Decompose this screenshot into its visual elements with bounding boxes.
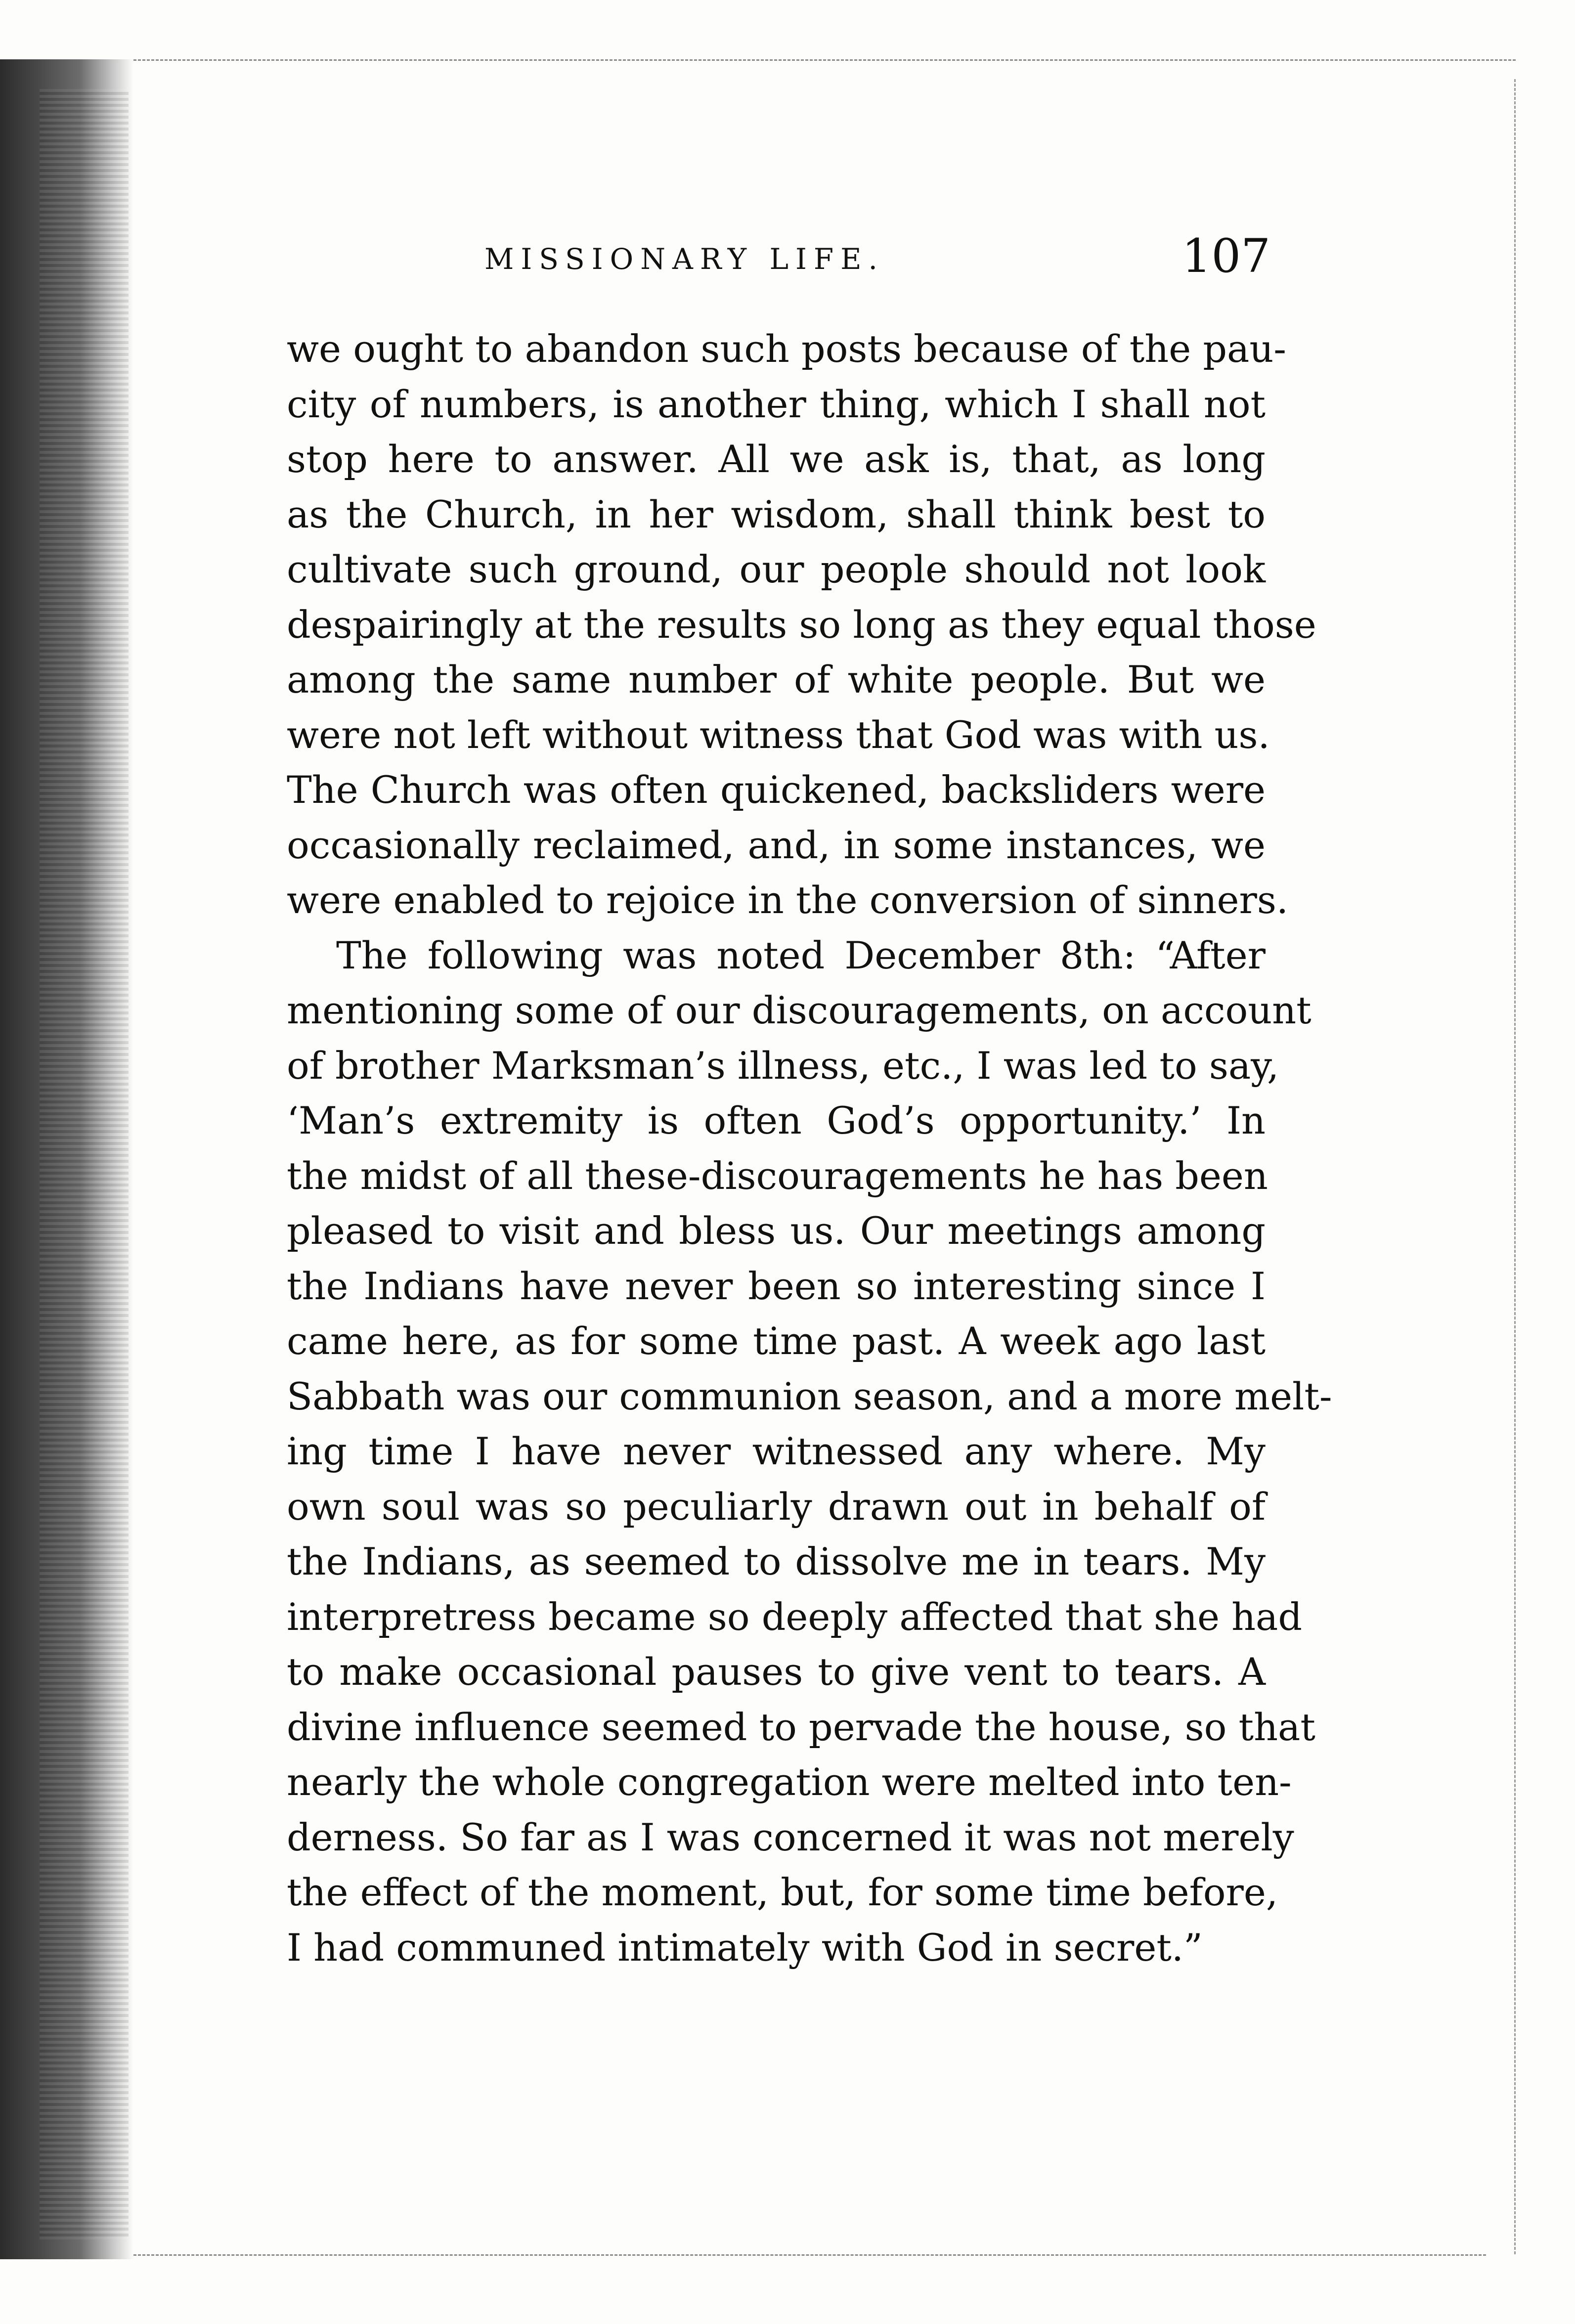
text-line: to make occasional pauses to give vent to tears. A bbox=[287, 1650, 1266, 1694]
text-line: own soul was so peculiarly drawn out in behalf of bbox=[287, 1484, 1266, 1529]
text-line: city of numbers, is another thing, which I shall not bbox=[287, 382, 1266, 426]
bottom-page-edge bbox=[133, 2254, 1486, 2256]
text-line: came here, as for some time past. A week ago last bbox=[287, 1319, 1266, 1363]
text-line: despairingly at the results so long as they equal those bbox=[287, 602, 1316, 647]
text-line: divine influence seemed to pervade the house, so that bbox=[287, 1705, 1315, 1749]
text-line: the Indians have never been so interesting since I bbox=[287, 1264, 1266, 1308]
text-line: The Church was often quickened, backsliders were bbox=[287, 768, 1266, 812]
text-line: ing time I have never witnessed any where. My bbox=[287, 1429, 1266, 1473]
top-page-edge bbox=[133, 59, 1516, 64]
text-line: we ought to abandon such posts because of the pau- bbox=[287, 327, 1286, 371]
text-line: pleased to visit and bless us. Our meetings among bbox=[287, 1209, 1266, 1253]
text-line: mentioning some of our discouragements, on account bbox=[287, 988, 1312, 1032]
text-line: stop here to answer. All we ask is, that, as long bbox=[287, 437, 1266, 481]
text-line: derness. So far as I was concerned it was not merely bbox=[287, 1815, 1294, 1859]
text-line: were not left without witness that God was with us. bbox=[287, 712, 1270, 757]
running-title: MISSIONARY LIFE. bbox=[484, 242, 884, 276]
text-line: ‘Man’s extremity is often God’s opportunity.’ In bbox=[287, 1098, 1266, 1142]
binding-texture bbox=[40, 89, 129, 2239]
text-line: the midst of all these-discouragements he has been bbox=[287, 1153, 1268, 1198]
paragraph-first-line: The following was noted December 8th: “After bbox=[336, 933, 1266, 977]
text-line: as the Church, in her wisdom, shall think best to bbox=[287, 492, 1266, 536]
text-line: were enabled to rejoice in the conversion of sinners. bbox=[287, 878, 1288, 922]
right-page-edge bbox=[1514, 79, 1516, 2254]
text-line: I had communed intimately with God in secret.” bbox=[287, 1925, 1203, 1970]
text-line: Sabbath was our communion season, and a more melt- bbox=[287, 1374, 1332, 1418]
text-line: among the same number of white people. But we bbox=[287, 658, 1266, 702]
text-line: occasionally reclaimed, and, in some instances, we bbox=[287, 823, 1266, 867]
text-line: interpretress became so deeply affected that she had bbox=[287, 1594, 1303, 1639]
running-head bbox=[297, 227, 1270, 287]
text-line: the Indians, as seemed to dissolve me in tears. My bbox=[287, 1539, 1266, 1583]
text-line: nearly the whole congregation were melted into ten- bbox=[287, 1760, 1292, 1804]
text-line: of brother Marksman’s illness, etc., I was led to say, bbox=[287, 1043, 1279, 1088]
text-line: cultivate such ground, our people should not look bbox=[287, 547, 1266, 591]
text-line: the effect of the moment, but, for some time before, bbox=[287, 1870, 1278, 1914]
body-text bbox=[287, 321, 1332, 1975]
page-number: 107 bbox=[1181, 229, 1270, 283]
